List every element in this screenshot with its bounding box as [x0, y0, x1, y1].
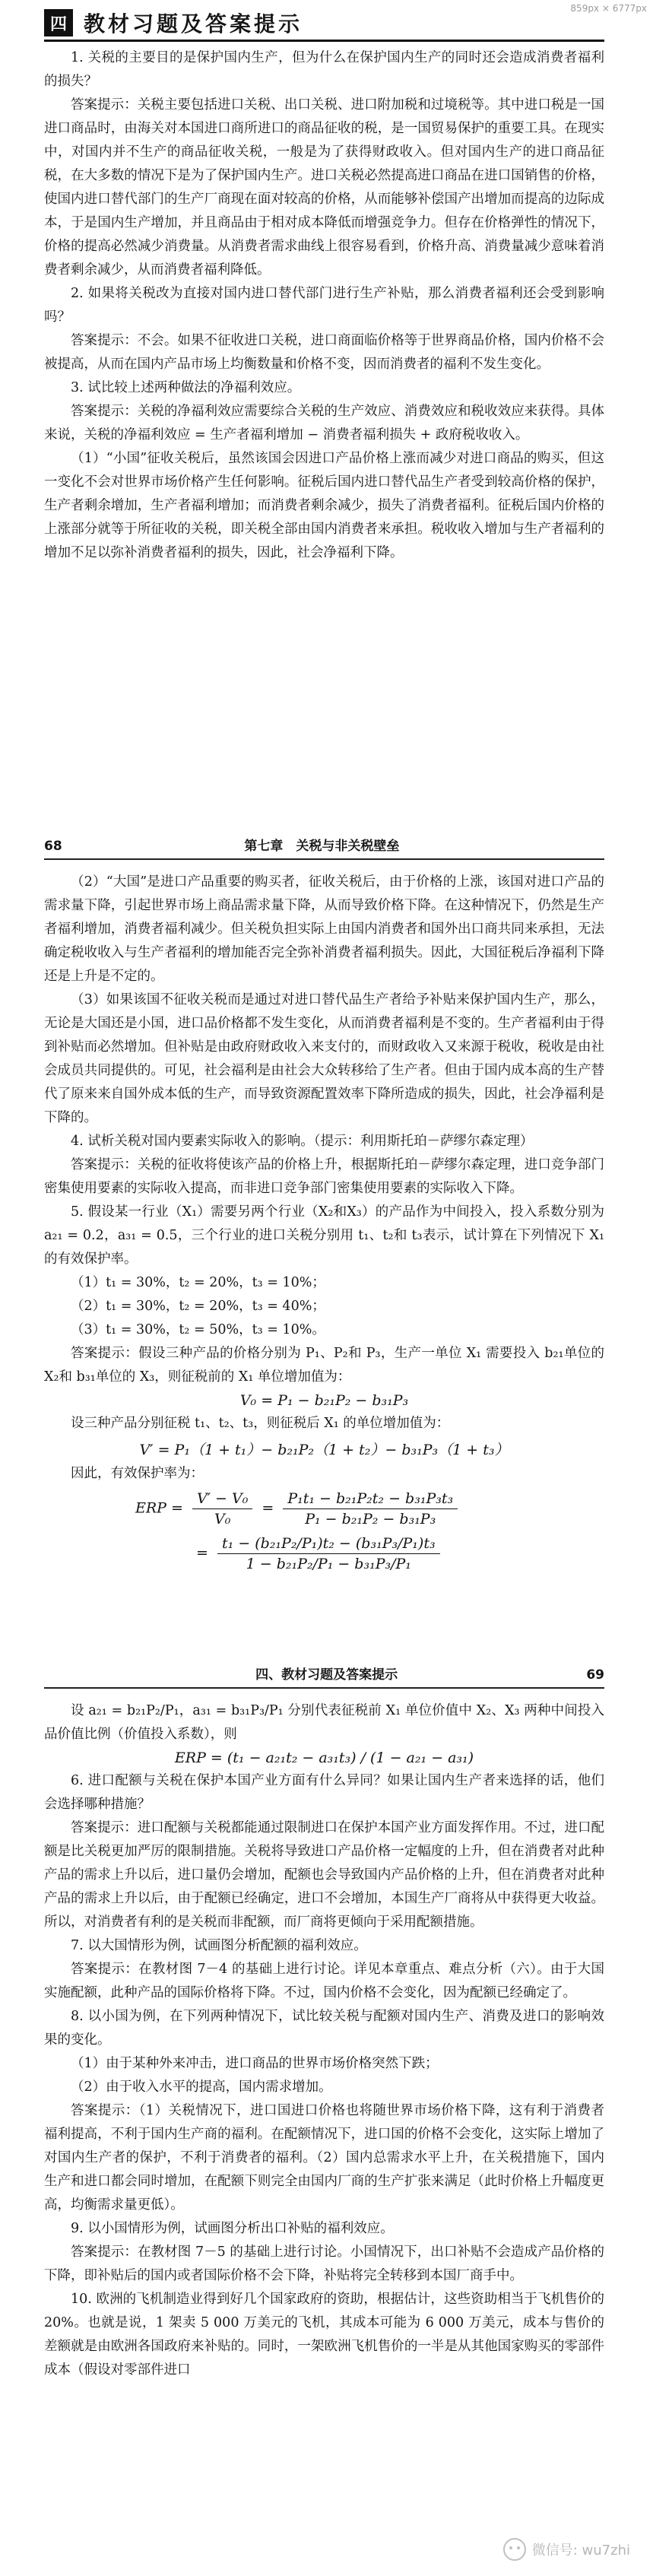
section-number: 四: [44, 9, 73, 36]
watermark-text: 微信号: wu7zhi: [531, 2543, 630, 2559]
page-1: [0, 6, 653, 565]
question-9: 9. 以小国情形为例，试画图分析出口补贴的福利效应。: [71, 2221, 394, 2236]
case-2: （2）t₁ = 30%，t₂ = 20%，t₃ = 40%；: [71, 1299, 325, 1314]
equation-erp: ERP = $\frac{\text{V′ − V₀}}{\text{V₀}}$ = $\frac{\text{P₁t₁ − b₂₁P₂t₂ − b₃₁P₃t₃}}{\text{P₁ − b₂₁P₂ − b₃₁P₃}}$: [44, 1490, 604, 1528]
viewer-size-label: 859px × 6777px: [570, 3, 647, 14]
answer-8: 答案提示：（1）关税情况下，进口国进口价格也将随世界市场价格下降，这有利于消费者福利提高，不利于国内生产商的福利。在配额情况下，进口国的价格不会变化，这实际上增加了对国内生产者的保护，不利于消费者的福利。（2）国内总需求水平上升，在关税措施下，国内生产和进口都会同时增加，在配额下则完全由国内厂商的生产扩张来满足（此时价格上升幅度更高，均衡需求量更低）。: [44, 2103, 604, 2213]
question-6: 6. 进口配额与关税在保护本国产业方面有什么异同？如果让国内生产者来选择的话，他们会选择哪种措施？: [44, 1773, 604, 1812]
answer-5-line-3: 因此，有效保护率为：: [71, 1466, 204, 1481]
question-4: 4. 试析关税对国内要素实际收入的影响。（提示：利用斯托珀－萨缪尔森定理）: [71, 1134, 534, 1149]
equation-v-prime: V′ = P₁（1 + t₁）− b₂₁P₂（1 + t₂）− b₃₁P₃（1 + t₃）: [139, 1442, 509, 1458]
wechat-icon: [503, 2538, 526, 2561]
question-2: 2. 如果将关税改为直接对国内进口替代部门进行生产补贴，那么消费者福利还会受到影响吗？: [44, 286, 604, 325]
answer-9: 答案提示：在教材图 7－5 的基础上进行讨论。小国情况下，出口补贴不会造成产品价格的下降，即补贴后的国内或者国际价格不会下降，补贴将完全转移到本国厂商手中。: [44, 2244, 604, 2283]
case-3: （3）t₁ = 30%，t₂ = 50%，t₃ = 10%。: [71, 1322, 325, 1337]
case-1: （1）t₁ = 30%，t₂ = 20%，t₃ = 10%；: [71, 1275, 325, 1290]
case-8-2: （2）由于收入水平的提高，国内需求增加。: [71, 2080, 332, 2095]
question-1: 1. 关税的主要目的是保护国内生产，但为什么在保护国内生产的同时还会造成消费者福利的损失？: [44, 50, 604, 89]
running-header: [44, 1661, 604, 1689]
erp-label: ERP =: [135, 1499, 183, 1517]
question-5: 5. 假设某一行业（X₁）需要另两个行业（X₂和X₃）的产品作为中间投入，投入系数分别为 a₂₁ = 0.2，a₃₁ = 0.5，三个行业的进口关税分别用 t₁、t₂和 t₃表示，试计算在下列情况下 X₁ 的有效保护率。: [44, 1204, 604, 1267]
running-header: [44, 833, 604, 860]
case-8-1: （1）由于某种外来冲击，进口商品的世界市场价格突然下跌；: [71, 2056, 439, 2071]
answer-7: 答案提示：在教材图 7－4 的基础上进行讨论。详见本章重点、难点分析（六）。由于大国实施配额，此种产品的国际价格将下降。不过，国内价格不会变化，因为配额已经确定了。: [44, 1962, 605, 2000]
answer-3-part-3: （3）如果该国不征收关税而是通过对进口替代品生产者给予补贴来保护国内生产，那么，无论是大国还是小国，进口品价格都不发生变化，从而消费者福利是不变的。生产者福利由于得到补贴而必然增加。但补贴是由政府财政收入来支付的，而财政收入又来源于税收，税收是由社会成员共同提供的。可见，社会福利是由社会大众转移给了生产者。但由于国内成本高的生产替代了原来来自国外成本低的生产，而导致资源配置效率下降所造成的损失，因此，社会净福利是下降的。: [44, 992, 604, 1125]
answer-3: 答案提示：关税的净福利效应需要综合关税的生产效应、消费效应和税收效应来获得。具体来说，关税的净福利效应 = 生产者福利增加 − 消费者福利损失 + 政府税收收入。: [44, 404, 604, 443]
question-7: 7. 以大国情形为例，试画图分析配额的福利效应。: [71, 1938, 367, 1953]
erp-fraction-2: $\frac{\text{P₁t₁ − b₂₁P₂t₂ − b₃₁P₃t₃}}{\text{P₁ − b₂₁P₂ − b₃₁P₃}}$: [283, 1490, 458, 1528]
answer-1: 答案提示：关税主要包括进口关税、出口关税、进口附加税和过境税等。其中进口税是一国进口商品时，由海关对本国进口商所进口的商品征收的税，是一国贸易保护的重要工具。在现实中，对国内并不生产的商品征收关税，一般是为了获得财政收入。但对国内生产的进口商品征税，在大多数的情况下是为了保护国内生产。进口关税必然提高进口商品在进口国销售的价格，使国内进口替代部门的生产厂商现在面对较高的价格，从而能够补偿国产出增加而提高的边际成本，于是国内生产增加，并且商品由于相对成本降低而增强竞争力。但存在价格弹性的情况下，价格的提高必然减少消费量。从消费者需求曲线上很容易看到，价格升高、消费量减少意味着消费者剩余减少，从而消费者福利降低。: [44, 97, 604, 278]
answer-5: 答案提示：假设三种产品的价格分别为 P₁、P₂和 P₃，生产一单位 X₁ 需要投入 b₂₁单位的 X₂和 b₃₁单位的 X₃，则征税前的 X₁ 单位增加值为：: [44, 1346, 604, 1385]
answer-3-part-2: （2）“大国”是进口产品重要的购买者，征收关税后，由于价格的上涨，该国对进口产品的需求量下降，引起世界市场上商品需求量下降，从而导致价格下降。在这种情况下，仍然是生产者福利增加，消费者福利减少。但关税负担实际上由国内消费者和国外出口商共同来承担，无法确定税收收入与生产者福利的增加能否完全弥补消费者福利损失。因此，大国征税后净福利下降还是上升是不定的。: [44, 874, 604, 984]
equation-v0: V₀ = P₁ − b₂₁P₂ − b₃₁P₃: [239, 1392, 409, 1409]
answer-3-part-1: （1）“小国”征收关税后，虽然该国会因进口产品价格上涨而减少对进口商品的购买，但这一变化不会对世界市场价格产生任何影响。征税后国内进口替代品生产者受到较高价格的保护，生产者剩余增加，生产者福利增加；而消费者剩余减少，损失了消费者福利。征税后国内价格的上涨部分就等于所征收的关税，即关税全部由国内消费者来承担。税收收入增加与生产者福利的增加不足以弥补消费者福利的损失，因此，社会净福利下降。: [44, 451, 604, 560]
section-title: 教材习题及答案提示: [84, 11, 303, 36]
page-2: [0, 833, 653, 1575]
answer-5-definitions: 设 a₂₁ = b₂₁P₂/P₁，a₃₁ = b₃₁P₃/P₁ 分别代表征税前 X₁ 单位价值中 X₂、X₃ 两种中间投入品价值比例（价值投入系数），则: [44, 1703, 604, 1742]
answer-2: 答案提示：不会。如果不征收进口关税，进口商面临价格等于世界商品价格，国内价格不会被提高，从而在国内产品市场上均衡数量和价格不变，因而消费者的福利不发生变化。: [44, 333, 604, 372]
answer-4: 答案提示：关税的征收将使该产品的价格上升，根据斯托珀－萨缪尔森定理，进口竞争部门密集使用要素的实际收入提高，而非进口竞争部门密集使用要素的实际收入下降。: [44, 1157, 604, 1196]
question-3: 3. 试比较上述两种做法的净福利效应。: [71, 380, 301, 395]
section-heading: [44, 6, 604, 42]
page-number: 68: [44, 839, 62, 854]
answer-5-line-2: 设三种产品分别征税 t₁、t₂、t₃，则征税后 X₁ 的单位增加值为：: [71, 1416, 450, 1431]
question-10: 10. 欧洲的飞机制造业得到好几个国家政府的资助，根据估计，这些资助相当于飞机售价的 20%。也就是说，1 架卖 5 000 万美元的飞机，其成本可能为 6 000 万美元，成本与售价的差额就是由欧洲各国政府来补贴的。同时，一架欧洲飞机售价的一半是从其他国家购买的零部件成本（假设对零部件进口: [44, 2292, 604, 2378]
page-number: 69: [586, 1667, 604, 1683]
question-8: 8. 以小国为例，在下列两种情况下，试比较关税与配额对国内生产、消费及进口的影响效果的变化。: [44, 2009, 604, 2048]
equation-erp-final: ERP = (t₁ − a₂₁t₂ − a₃₁t₃) / (1 − a₂₁ − a₃₁): [174, 1750, 474, 1766]
page-3: [0, 1661, 653, 2382]
answer-6: 答案提示：进口配额与关税都能通过限制进口在保护本国产业方面发挥作用。不过，进口配额是比关税更加严厉的限制措施。关税将导致进口产品价格一定幅度的上升，但在消费者对此种产品的需求上升以后，进口量仍会增加，配额也会导致国内产品价格的上升，但在消费者对此种产品的需求上升以后，由于配额已经确定，进口不会增加，本国生产厂商将从中获得更大收益。所以，对消费者有利的是关税而非配额，而厂商将更倾向于采用配额措施。: [44, 1820, 604, 1930]
erp-fraction-3: $\frac{\text{t₁ − (b₂₁P₂/P₁)t₂ − (b₃₁P₃/P₁)t₃}}{\text{1 − b₂₁P₂/P₁ − b₃₁P₃/P₁}}$: [217, 1535, 440, 1572]
equation-erp-reduced: = $\frac{\text{t₁ − (b₂₁P₂/P₁)t₂ − (b₃₁P₃/P₁)t₃}}{\text{1 − b₂₁P₂/P₁ − b₃₁P₃/P₁}}$: [44, 1535, 604, 1572]
chapter-title: 第七章 关税与非关税壁垒: [244, 839, 400, 854]
erp-fraction-1: $\frac{\text{V′ − V₀}}{\text{V₀}}$: [192, 1490, 252, 1528]
wechat-watermark: [503, 2538, 630, 2561]
section-running-title: 四、教材习题及答案提示: [255, 1667, 398, 1683]
